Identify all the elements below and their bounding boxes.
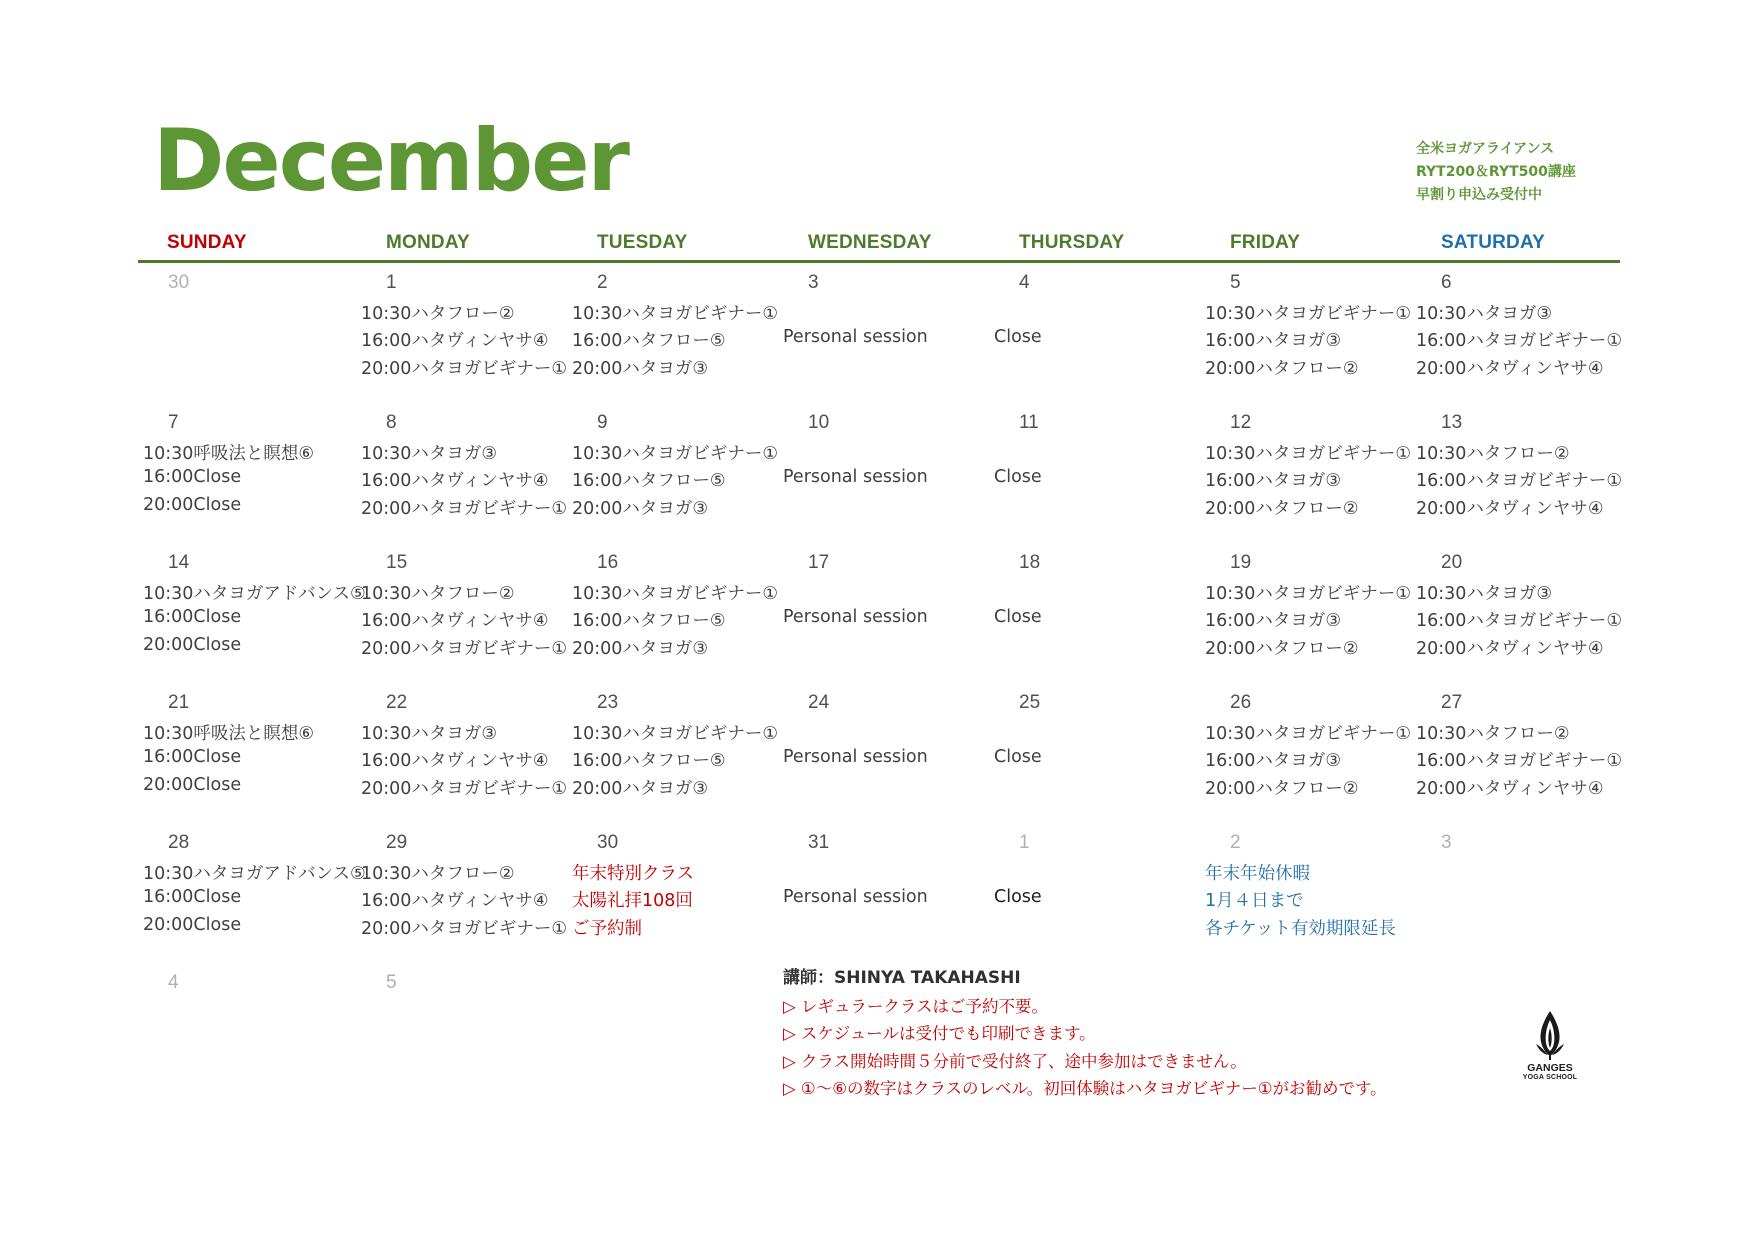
day-number: 26 xyxy=(1230,692,1252,713)
class-entry: 16:00ハタフロー⑤ xyxy=(572,751,726,772)
day-cell xyxy=(572,412,784,547)
day-cell xyxy=(1205,692,1417,827)
day-cell xyxy=(143,552,366,687)
day-cell xyxy=(361,412,573,547)
class-entry: 16:00ハタヨガビギナー① xyxy=(1416,751,1623,772)
class-entry: 10:30ハタヨガ③ xyxy=(361,724,498,744)
class-entry: 16:00ハタヴィンヤサ④ xyxy=(361,471,549,492)
class-entry: 10:30ハタヨガビギナー① xyxy=(572,304,779,324)
class-entry: 20:00ハタフロー② xyxy=(1205,778,1359,799)
notes-block xyxy=(783,965,1387,1103)
leaf-icon xyxy=(1533,1010,1567,1060)
class-entry: 10:30ハタヨガ③ xyxy=(361,444,498,464)
day-number: 7 xyxy=(168,412,179,433)
day-number: 14 xyxy=(168,552,190,573)
day-cell xyxy=(143,832,366,967)
class-entry: 16:00ハタヨガ③ xyxy=(1205,471,1342,492)
class-entry: 16:00ハタヨガ③ xyxy=(1205,331,1342,352)
weekday-thursday: THURSDAY xyxy=(1019,232,1125,253)
day-cell xyxy=(361,692,573,827)
class-entry: Personal session xyxy=(783,887,928,908)
weekday-wednesday: WEDNESDAY xyxy=(808,232,932,253)
class-entry: 10:30ハタヨガビギナー① xyxy=(572,724,779,744)
class-entry: 10:30ハタヨガビギナー① xyxy=(1205,724,1412,744)
day-number: 30 xyxy=(168,272,190,293)
logo-brand: GANGES xyxy=(1527,1062,1573,1074)
class-entry: 16:00ハタヴィンヤサ④ xyxy=(361,751,549,772)
class-entry: 16:00ハタヨガビギナー① xyxy=(1416,611,1623,632)
day-cell xyxy=(143,972,355,1107)
class-entry: 年末年始休暇 xyxy=(1205,864,1310,884)
class-entry: 20:00Close xyxy=(143,634,242,655)
day-cell xyxy=(783,272,995,407)
class-entry: 20:00Close xyxy=(143,774,242,795)
class-entry: 20:00ハタヴィンヤサ④ xyxy=(1416,638,1604,659)
day-number: 19 xyxy=(1230,552,1252,573)
note-item: ▷ スケジュールは受付でも印刷できます。 xyxy=(783,1024,1096,1043)
day-cell xyxy=(143,692,355,827)
class-entry: 20:00ハタヨガビギナー① xyxy=(361,638,568,659)
class-entry: 20:00ハタヨガビギナー① xyxy=(361,918,568,939)
class-entry: Close xyxy=(994,747,1042,768)
class-entry: 1月４日まで xyxy=(1205,891,1304,912)
class-entry: 10:30ハタヨガビギナー① xyxy=(1205,584,1412,604)
day-cell xyxy=(143,412,355,547)
class-entry: 20:00ハタフロー② xyxy=(1205,638,1359,659)
day-cell xyxy=(783,832,995,967)
class-entry: 16:00ハタヴィンヤサ④ xyxy=(361,891,549,912)
note-item: ▷ レギュラークラスはご予約不要。 xyxy=(783,996,1048,1016)
day-cell xyxy=(1416,272,1628,407)
class-entry: 20:00ハタヨガビギナー① xyxy=(361,498,568,519)
class-entry: 16:00ハタヨガビギナー① xyxy=(1416,331,1623,352)
day-cell xyxy=(361,552,573,687)
day-cell xyxy=(994,552,1206,687)
day-number: 29 xyxy=(386,832,408,853)
class-entry: Personal session xyxy=(783,467,928,488)
day-number: 30 xyxy=(597,832,619,853)
class-entry: 年末特別クラス xyxy=(572,864,694,884)
logo-subtitle: YOGA SCHOOL xyxy=(1522,1074,1578,1081)
day-number: 13 xyxy=(1441,412,1463,433)
day-cell xyxy=(1205,552,1417,687)
day-cell xyxy=(361,972,573,1107)
day-number: 6 xyxy=(1441,272,1452,293)
day-cell xyxy=(783,412,995,547)
class-entry: 20:00ハタフロー② xyxy=(1205,358,1359,379)
weekday-saturday: SATURDAY xyxy=(1441,232,1546,253)
day-number: 22 xyxy=(386,692,408,713)
day-cell xyxy=(361,272,573,407)
class-entry: 10:30ハタヨガアドバンス⑤ xyxy=(143,864,366,884)
day-cell xyxy=(1205,272,1417,407)
class-entry: 10:30ハタフロー② xyxy=(361,864,515,884)
weekday-tuesday: TUESDAY xyxy=(597,232,688,253)
class-entry: 16:00Close xyxy=(143,607,242,628)
promo-line: 早割り申込み受付中 xyxy=(1416,187,1542,203)
day-cell xyxy=(994,272,1206,407)
day-number: 5 xyxy=(1230,272,1241,293)
weekday-friday: FRIDAY xyxy=(1230,232,1301,253)
class-entry: Close xyxy=(994,887,1042,908)
class-entry: 10:30ハタヨガ③ xyxy=(1416,584,1553,604)
day-number: 2 xyxy=(597,272,608,293)
day-number: 12 xyxy=(1230,412,1252,433)
day-number: 5 xyxy=(386,972,397,993)
class-entry: 10:30ハタヨガビギナー① xyxy=(1205,444,1412,464)
day-cell xyxy=(361,832,573,967)
promo-line: RYT200＆RYT500講座 xyxy=(1416,164,1576,180)
class-entry: 10:30ハタフロー② xyxy=(361,584,515,604)
note-item: ▷ ①～⑥の数字はクラスのレベル。初回体験はハタヨガビギナー①がお勧めです。 xyxy=(783,1079,1387,1098)
class-entry: 10:30呼吸法と瞑想⑥ xyxy=(143,724,315,744)
class-entry: 20:00Close xyxy=(143,914,242,935)
day-cell xyxy=(783,552,995,687)
day-cell xyxy=(783,692,995,827)
ganges-logo xyxy=(1515,1010,1585,1081)
day-cell xyxy=(1205,832,1417,967)
class-entry: 20:00ハタフロー② xyxy=(1205,498,1359,519)
day-cell xyxy=(572,552,784,687)
day-cell xyxy=(994,832,1206,967)
day-number: 17 xyxy=(808,552,830,573)
class-entry: 16:00Close xyxy=(143,467,242,488)
class-entry: 10:30ハタフロー② xyxy=(361,304,515,324)
day-cell xyxy=(1416,552,1628,687)
class-entry: 16:00Close xyxy=(143,887,242,908)
day-number: 11 xyxy=(1019,412,1039,433)
day-cell xyxy=(572,692,784,827)
class-entry: 10:30ハタヨガビギナー① xyxy=(572,584,779,604)
class-entry: 20:00ハタヴィンヤサ④ xyxy=(1416,498,1604,519)
day-cell xyxy=(994,412,1206,547)
class-entry: 16:00ハタヨガビギナー① xyxy=(1416,471,1623,492)
class-entry: 10:30ハタヨガビギナー① xyxy=(572,444,779,464)
class-entry: 20:00ハタヴィンヤサ④ xyxy=(1416,358,1604,379)
class-entry: 16:00ハタヴィンヤサ④ xyxy=(361,331,549,352)
day-number: 4 xyxy=(1019,272,1030,293)
class-entry: Close xyxy=(994,607,1042,628)
class-entry: 20:00ハタヨガ③ xyxy=(572,778,709,799)
day-number: 28 xyxy=(168,832,190,853)
day-number: 9 xyxy=(597,412,608,433)
class-entry: 10:30ハタフロー② xyxy=(1416,724,1570,744)
day-number: 10 xyxy=(808,412,830,433)
class-entry: Close xyxy=(994,327,1042,348)
promo-line: 全米ヨガアライアンス xyxy=(1416,141,1555,157)
day-number: 1 xyxy=(1019,832,1030,853)
class-entry: 10:30ハタフロー② xyxy=(1416,444,1570,464)
day-number: 23 xyxy=(597,692,619,713)
class-entry: 20:00ハタヨガ③ xyxy=(572,358,709,379)
day-cell xyxy=(572,832,784,967)
day-number: 16 xyxy=(597,552,619,573)
day-number: 18 xyxy=(1019,552,1041,573)
class-entry: 20:00ハタヨガ③ xyxy=(572,638,709,659)
class-entry: 20:00ハタヨガ③ xyxy=(572,498,709,519)
weekday-sunday: SUNDAY xyxy=(167,232,247,253)
class-entry: 10:30呼吸法と瞑想⑥ xyxy=(143,444,315,464)
day-cell xyxy=(994,692,1206,827)
class-entry: Close xyxy=(994,467,1042,488)
day-cell xyxy=(1416,692,1628,827)
class-entry: 16:00ハタヨガ③ xyxy=(1205,611,1342,632)
day-number: 3 xyxy=(1441,832,1452,853)
month-title: December xyxy=(153,111,628,211)
day-number: 31 xyxy=(808,832,830,853)
day-number: 21 xyxy=(168,692,190,713)
class-entry: 太陽礼拝108回 xyxy=(572,891,693,912)
ryt-promo xyxy=(1416,138,1576,207)
day-number: 27 xyxy=(1441,692,1463,713)
class-entry: 10:30ハタヨガビギナー① xyxy=(1205,304,1412,324)
day-number: 15 xyxy=(386,552,408,573)
day-number: 20 xyxy=(1441,552,1463,573)
weekday-monday: MONDAY xyxy=(386,232,470,253)
class-entry: 16:00ハタヴィンヤサ④ xyxy=(361,611,549,632)
day-number: 8 xyxy=(386,412,397,433)
class-entry: 16:00ハタフロー⑤ xyxy=(572,611,726,632)
day-number: 24 xyxy=(808,692,830,713)
class-entry: 20:00ハタヴィンヤサ④ xyxy=(1416,778,1604,799)
class-entry: 16:00ハタヨガ③ xyxy=(1205,751,1342,772)
class-entry: 各チケット有効期限延長 xyxy=(1205,918,1396,939)
class-entry: 16:00Close xyxy=(143,747,242,768)
day-number: 4 xyxy=(168,972,179,993)
class-entry: ご予約制 xyxy=(572,918,642,939)
class-entry: 10:30ハタヨガ③ xyxy=(1416,304,1553,324)
class-entry: Personal session xyxy=(783,607,928,628)
day-cell xyxy=(143,272,355,407)
teacher-name: 講師：SHINYA TAKAHASHI xyxy=(783,968,1021,988)
class-entry: 20:00ハタヨガビギナー① xyxy=(361,358,568,379)
class-entry: 16:00ハタフロー⑤ xyxy=(572,471,726,492)
day-number: 25 xyxy=(1019,692,1041,713)
day-cell xyxy=(1416,832,1628,967)
class-entry: Personal session xyxy=(783,327,928,348)
class-entry: 20:00ハタヨガビギナー① xyxy=(361,778,568,799)
class-entry: Personal session xyxy=(783,747,928,768)
note-item: ▷ クラス開始時間５分前で受付終了、途中参加はできません。 xyxy=(783,1051,1247,1071)
class-entry: 10:30ハタヨガアドバンス⑤ xyxy=(143,584,366,604)
class-entry: 20:00Close xyxy=(143,494,242,515)
day-number: 3 xyxy=(808,272,819,293)
day-cell xyxy=(1416,412,1628,547)
header-divider xyxy=(138,260,1620,263)
day-number: 1 xyxy=(386,272,397,293)
day-cell xyxy=(572,272,784,407)
day-number: 2 xyxy=(1230,832,1241,853)
class-entry: 16:00ハタフロー⑤ xyxy=(572,331,726,352)
day-cell xyxy=(1205,412,1417,547)
